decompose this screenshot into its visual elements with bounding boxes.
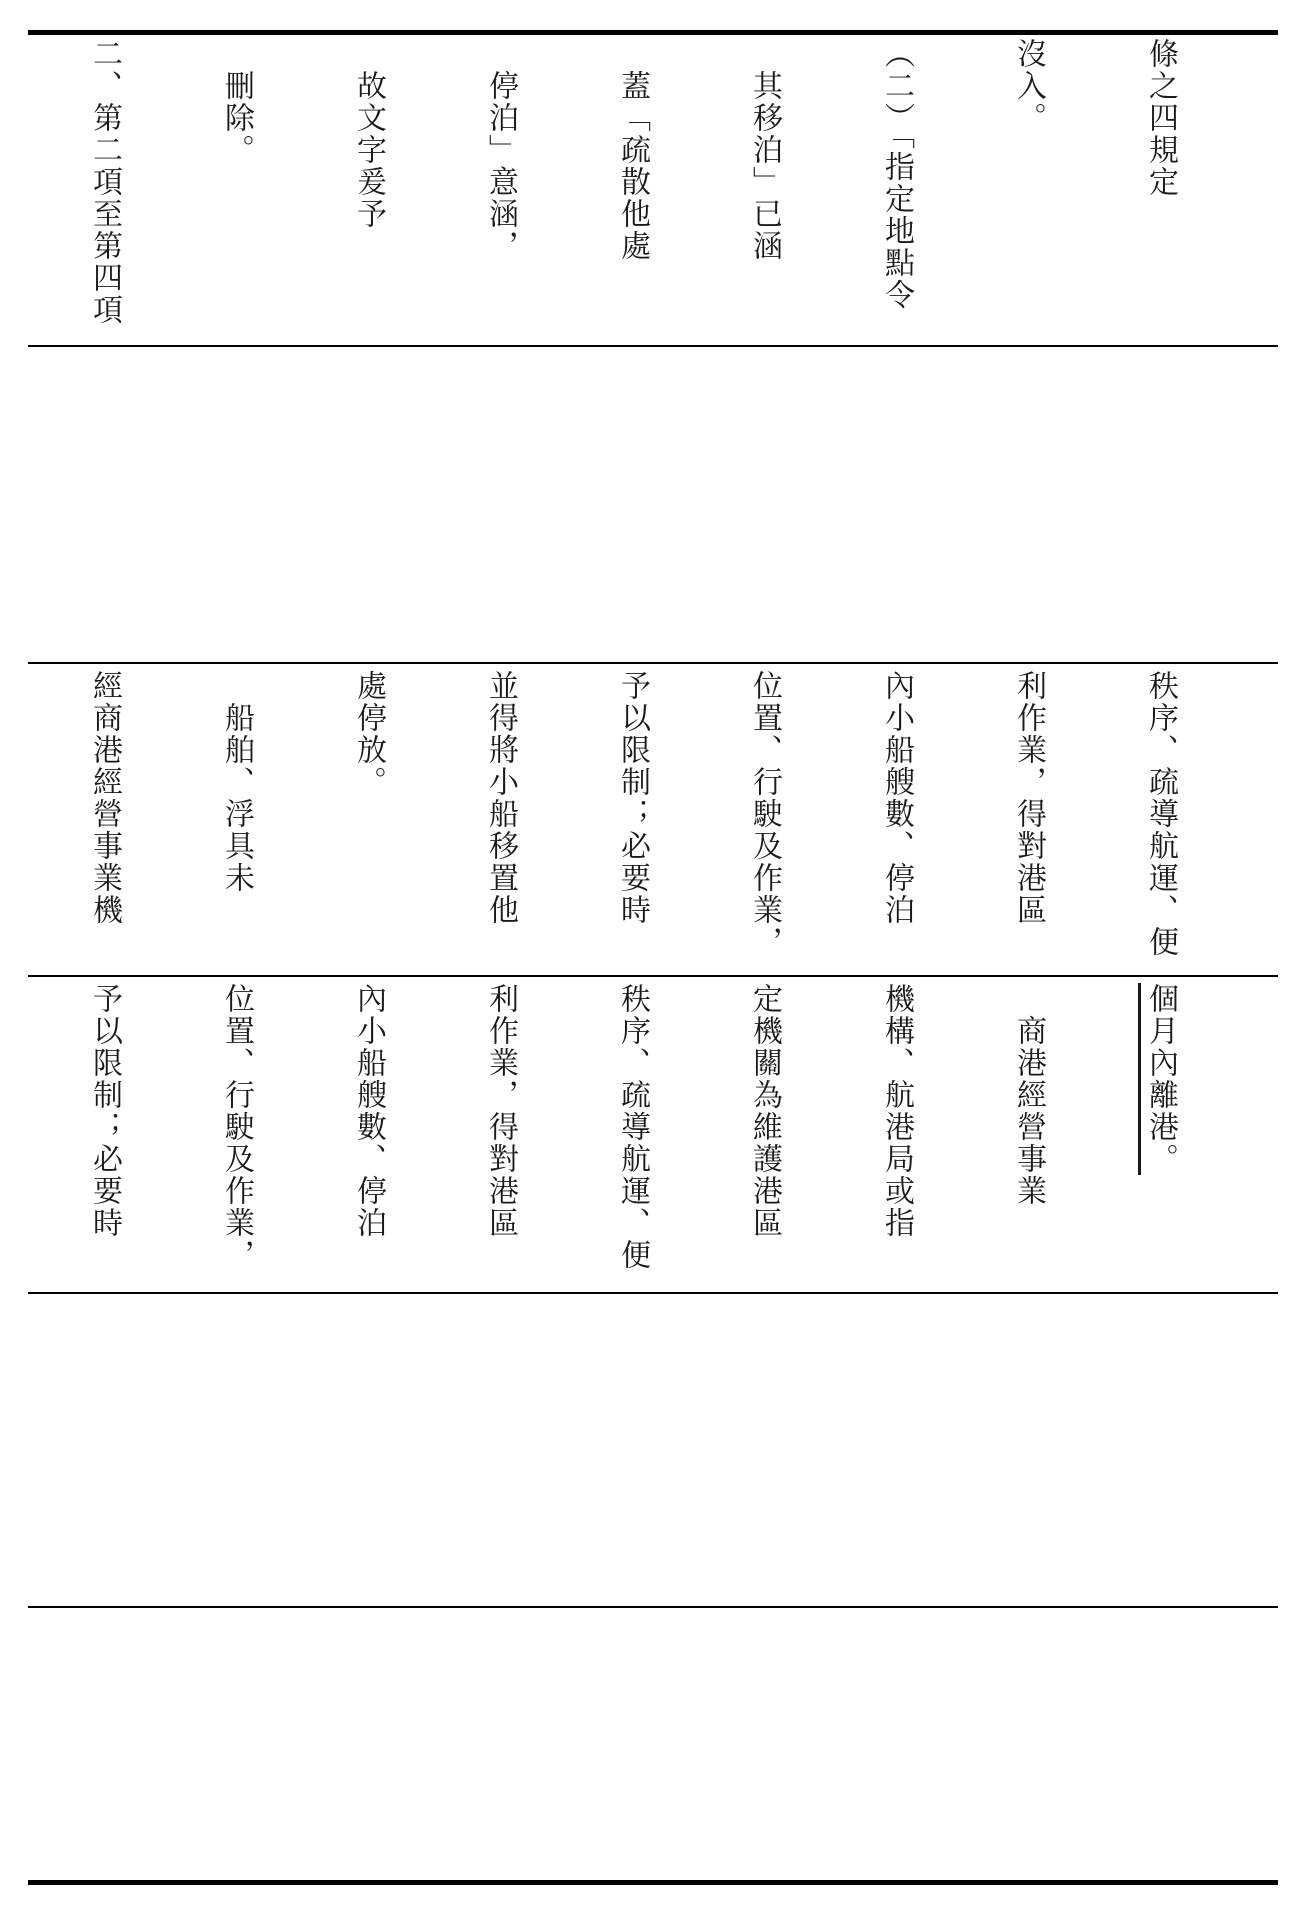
text-line: 機構、航港局或指	[879, 983, 914, 1239]
text-line: 位置、行駛及作業，	[219, 983, 254, 1271]
text-line: 內小船艘數、停泊	[351, 983, 386, 1239]
rule-after-lower-panel	[28, 1292, 1278, 1294]
text-line: 沒入。	[1011, 38, 1046, 134]
text-line: 故文字爰予	[351, 38, 386, 230]
text-line: 條之四規定	[1143, 38, 1178, 198]
text-line: 利作業，得對港區	[1011, 670, 1046, 926]
text-line: 內小船艘數、停泊	[879, 670, 914, 926]
panel-lower-text	[0, 983, 1270, 1283]
text-line: 二、第二項至第四項	[87, 38, 122, 326]
panel-middle-text	[0, 670, 1270, 970]
text-line: 其移泊」已涵	[747, 38, 782, 262]
text-line: 蓋「疏散他處	[615, 38, 650, 262]
top-rule	[28, 30, 1278, 35]
text-line: 位置、行駛及作業，	[747, 670, 782, 958]
rule-after-blank-panel	[28, 1606, 1278, 1608]
panel-top-text	[0, 38, 1270, 338]
text-line: （二）「指定地點令	[879, 38, 914, 311]
text-line: 船舶、浮具未	[219, 670, 254, 894]
text-line: 停泊」意涵，	[483, 38, 518, 262]
text-line: 定機關為維護港區	[747, 983, 782, 1239]
text-line: 秩序、疏導航運、便	[1143, 670, 1178, 958]
rule-after-middle-panel	[28, 975, 1278, 977]
panel-lower	[30, 983, 1270, 1283]
bottom-rule	[28, 1880, 1278, 1885]
text-line: 處停放。	[351, 670, 386, 798]
text-line: 刪除。	[219, 38, 254, 166]
text-line: 並得將小船移置他	[483, 670, 518, 926]
rule-before-middle-panel	[28, 662, 1278, 664]
rule-after-top-panel	[28, 345, 1278, 347]
text-line: 秩序、疏導航運、便	[615, 983, 650, 1271]
text-line: 經商港經營事業機	[87, 670, 122, 926]
text-line: 商港經營事業	[1011, 983, 1046, 1207]
text-line-underlined: 個月內離港。	[1143, 983, 1178, 1175]
panel-top	[30, 38, 1270, 338]
text-line: 予以限制；必要時	[87, 983, 122, 1239]
panel-middle	[30, 670, 1270, 970]
text-line: 予以限制；必要時	[615, 670, 650, 926]
text-line: 利作業，得對港區	[483, 983, 518, 1239]
